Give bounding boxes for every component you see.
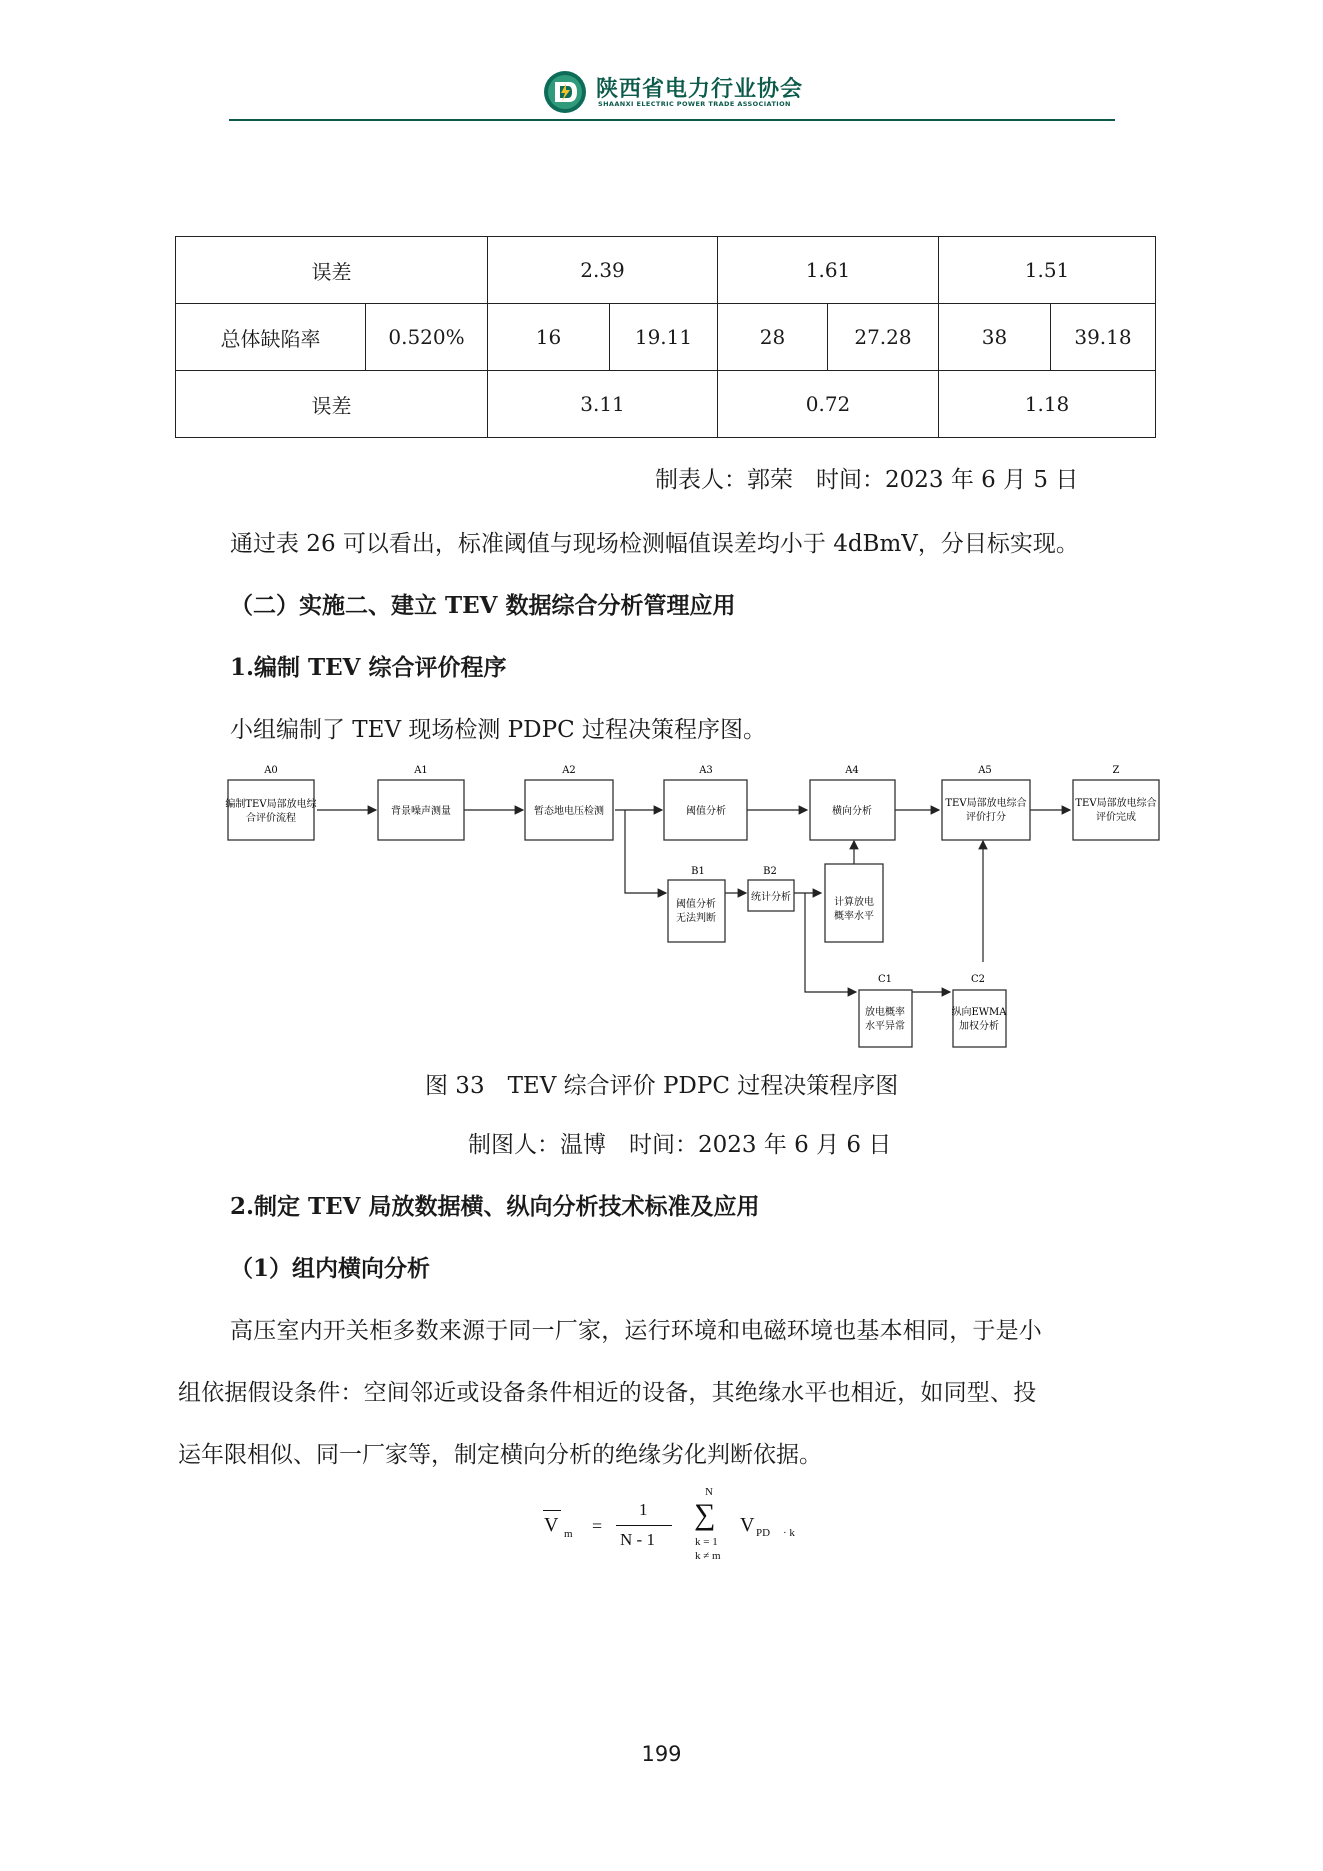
svg-text:C1: C1: [877, 974, 893, 985]
paragraph-line: 运年限相似、同一厂家等，制定横向分析的绝缘劣化判断依据。: [178, 1442, 822, 1468]
node-a3: [664, 765, 747, 840]
figure-caption: 图 33 TEV 综合评价 PDPC 过程决策程序图: [425, 1073, 899, 1099]
header-divider: [229, 119, 1115, 121]
row-label: 总体缺陷率: [176, 304, 366, 371]
table-cell: 1.18: [939, 371, 1156, 438]
svg-text:暂态地电压检测: 暂态地电压检测: [534, 806, 604, 817]
sum-symbol: ∑: [694, 1498, 716, 1531]
svg-text:TEV局部放电综合: TEV局部放电综合: [945, 798, 1027, 809]
row-label: 误差: [176, 237, 488, 304]
page-number: 199: [641, 1742, 682, 1766]
table-cell: 27.28: [828, 304, 939, 371]
svg-text:A3: A3: [699, 765, 713, 776]
row-label: 误差: [176, 371, 488, 438]
node-c2: [951, 974, 1007, 1047]
sum-upper: N: [705, 1486, 713, 1498]
table-cell: 1.51: [939, 237, 1156, 304]
node-a2: [525, 765, 613, 840]
node-b1: [668, 866, 725, 942]
formula-term-sub: PD: [756, 1527, 771, 1539]
table-cell: 38: [939, 304, 1051, 371]
formula-lhs-sub: m: [564, 1528, 573, 1540]
table-cell: 1.61: [718, 237, 939, 304]
formula-term-sub2: · k: [783, 1527, 795, 1539]
association-logo: [543, 70, 587, 114]
error-table: [175, 236, 1156, 438]
svg-text:C2: C2: [970, 974, 986, 985]
svg-text:A2: A2: [562, 765, 576, 776]
org-name-en: SHAANXI ELECTRIC POWER TRADE ASSOCIATION: [598, 100, 791, 108]
overbar: [543, 1510, 561, 1511]
svg-text:TEV局部放电综合: TEV局部放电综合: [1075, 798, 1157, 809]
paragraph-line: 组依据假设条件：空间邻近或设备条件相近的设备，其绝缘水平也相近，如同型、投: [178, 1380, 1037, 1406]
svg-text:阈值分析: 阈值分析: [686, 806, 726, 817]
table-row: [176, 237, 1156, 304]
svg-text:评价打分: 评价打分: [966, 812, 1006, 823]
node-z: [1073, 765, 1159, 840]
table-cell: 39.18: [1051, 304, 1156, 371]
fraction-bar: [616, 1525, 672, 1526]
org-name-cn: 陕西省电力行业协会: [596, 77, 804, 102]
svg-text:背景噪声测量: 背景噪声测量: [391, 806, 451, 817]
svg-text:编制TEV局部放电综: 编制TEV局部放电综: [225, 799, 317, 810]
formula-equals: =: [592, 1516, 603, 1536]
subsection-heading: 1.编制 TEV 综合评价程序: [230, 654, 507, 681]
svg-text:A0: A0: [264, 765, 278, 776]
formula-numerator: 1: [639, 1500, 648, 1519]
subsubsection-heading: （1）组内横向分析: [230, 1255, 431, 1282]
node-a1: [378, 765, 464, 840]
figure-credit: 制图人：温博 时间：2023 年 6 月 6 日: [468, 1132, 892, 1158]
svg-text:无法判断: 无法判断: [676, 913, 716, 924]
svg-text:阈值分析: 阈值分析: [676, 899, 716, 910]
node-a4: [810, 765, 895, 840]
table-row: [176, 371, 1156, 438]
svg-text:B1: B1: [691, 866, 705, 877]
sum-lower-2: k ≠ m: [695, 1550, 721, 1562]
svg-text:概率水平: 概率水平: [834, 911, 874, 922]
svg-text:计算放电: 计算放电: [834, 897, 874, 908]
table-cell: 0.520%: [366, 304, 488, 371]
table-cell: 2.39: [488, 237, 718, 304]
svg-text:统计分析: 统计分析: [751, 892, 791, 903]
pdpc-diagram: [225, 760, 1170, 1060]
svg-text:A4: A4: [845, 765, 859, 776]
node-b2: [748, 866, 794, 911]
node-a5: [942, 765, 1030, 840]
table-cell: 3.11: [488, 371, 718, 438]
table-cell: 19.11: [610, 304, 718, 371]
svg-text:B2: B2: [763, 866, 777, 877]
node-b3: [825, 864, 883, 942]
table-credit: 制表人：郭荣 时间：2023 年 6 月 5 日: [655, 467, 1079, 493]
svg-text:A1: A1: [414, 765, 428, 776]
section-heading: （二）实施二、建立 TEV 数据综合分析管理应用: [230, 592, 736, 619]
svg-text:A5: A5: [978, 765, 992, 776]
svg-text:放电概率: 放电概率: [865, 1007, 905, 1018]
subsection-heading: 2.制定 TEV 局放数据横、纵向分析技术标准及应用: [230, 1193, 760, 1220]
svg-text:横向分析: 横向分析: [832, 806, 872, 817]
table-cell: 28: [718, 304, 828, 371]
node-c1: [859, 974, 912, 1047]
formula-term: V: [740, 1514, 755, 1536]
table-row: [176, 304, 1156, 371]
svg-text:加权分析: 加权分析: [959, 1021, 999, 1032]
formula-denominator: N - 1: [620, 1530, 655, 1549]
paragraph-line: 高压室内开关柜多数来源于同一厂家，运行环境和电磁环境也基本相同，于是小: [230, 1318, 1042, 1344]
paragraph: 小组编制了 TEV 现场检测 PDPC 过程决策程序图。: [230, 717, 766, 743]
node-a0: [225, 765, 317, 840]
sum-lower-1: k = 1: [695, 1536, 718, 1548]
svg-text:水平异常: 水平异常: [865, 1021, 905, 1032]
svg-text:评价完成: 评价完成: [1096, 812, 1136, 823]
table-cell: 16: [488, 304, 610, 371]
paragraph: 通过表 26 可以看出，标准阈值与现场检测幅值误差均小于 4dBmV，分目标实现。: [230, 531, 1079, 557]
svg-text:纵向EWMA: 纵向EWMA: [951, 1007, 1007, 1018]
svg-text:Z: Z: [1112, 765, 1120, 776]
svg-text:合评价流程: 合评价流程: [246, 813, 296, 824]
formula: [540, 1486, 810, 1580]
table-cell: 0.72: [718, 371, 939, 438]
formula-lhs: V: [544, 1514, 559, 1536]
